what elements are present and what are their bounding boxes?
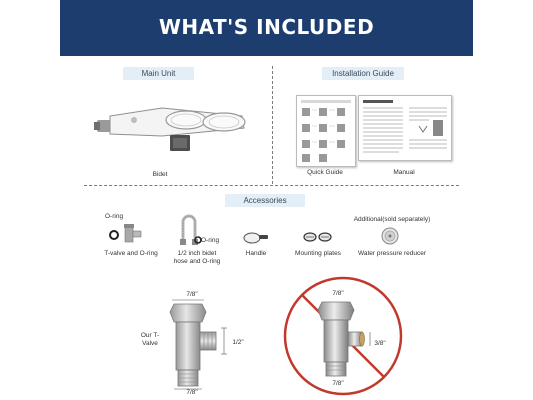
pressure-reducer-caption: Water pressure reducer: [357, 250, 427, 257]
manual-image: [358, 95, 452, 161]
mounting-plates-caption: Mounting plates: [295, 250, 341, 257]
pressure-reducer-note: Additional(sold separately): [353, 216, 431, 223]
handle-icon: [242, 229, 270, 245]
t-valve-icon: [107, 221, 147, 243]
installation-guide-label: Installation Guide: [322, 67, 404, 80]
quick-guide-caption: Quick Guide: [307, 169, 343, 176]
page-title: WHAT'S INCLUDED: [158, 15, 375, 39]
our-tvalve-label: Our T-Valve: [140, 332, 160, 347]
wrong-valve-image: [316, 298, 376, 380]
wrong-valve-dim-top: 7/8": [332, 290, 344, 297]
our-tvalve-image: [166, 298, 236, 390]
hose-caption: 1/2 inch bidet hose and O-ring: [173, 250, 221, 265]
quick-guide-image: [296, 95, 356, 167]
bidet-caption: Bidet: [152, 171, 168, 178]
handle-caption: Handle: [245, 250, 267, 257]
manual-caption: Manual: [393, 169, 415, 176]
vertical-divider: [272, 66, 273, 184]
bidet-image: [92, 98, 252, 168]
main-unit-label: Main Unit: [123, 67, 194, 80]
mounting-plates-icon: [302, 230, 334, 244]
wrong-valve-dim-bottom: 7/8": [332, 380, 344, 387]
our-tvalve-dim-top: 7/8": [186, 291, 198, 298]
our-tvalve-dim-side: 1/2": [232, 339, 244, 346]
horizontal-divider: [84, 185, 459, 186]
pressure-reducer-icon: [380, 226, 400, 246]
our-tvalve-dim-bottom: 7/8": [186, 389, 198, 396]
t-valve-caption: T-valve and O-ring: [104, 250, 158, 257]
accessories-label: Accessories: [225, 194, 305, 207]
t-valve-oring-label: O-ring: [105, 213, 124, 220]
wrong-valve-dim-side: 3/8": [374, 340, 386, 347]
hose-oring-label: O-ring: [201, 237, 220, 244]
